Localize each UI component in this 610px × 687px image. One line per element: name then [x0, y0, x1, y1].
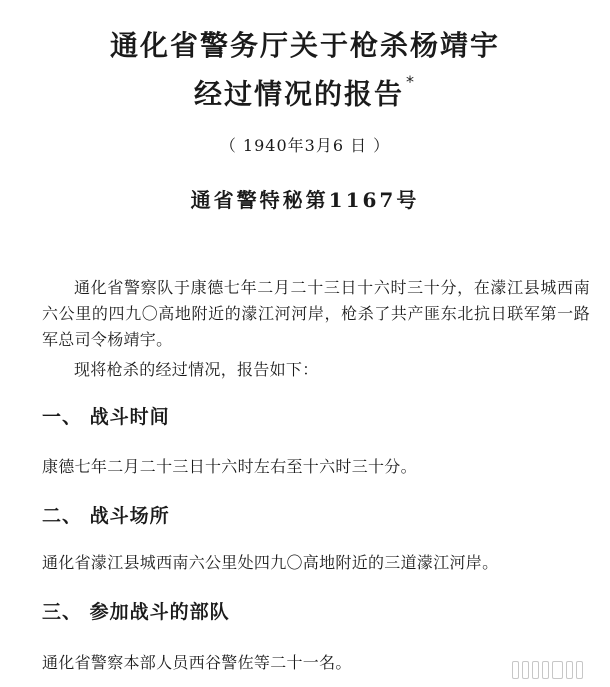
section-text-place: 通化省濛江县城西南六公里处四九〇高地附近的三道濛江河岸。: [42, 553, 499, 572]
watermark-bar: [522, 661, 529, 679]
watermark-bar: [576, 661, 583, 679]
section-text-forces: 通化省警察本部人员西谷警佐等二十一名。: [42, 653, 352, 672]
footnote-mark: *: [406, 72, 416, 91]
document-date: （ 1940年3月6 日 ）: [219, 136, 391, 155]
section-text-time: 康德七年二月二十三日十六时左右至十六时三十分。: [42, 457, 417, 476]
document-title-line2-text: 经过情况的报告: [193, 77, 404, 111]
watermark-bar: [532, 661, 539, 679]
watermark-bar: [542, 661, 549, 679]
watermark-bar: [552, 661, 563, 679]
section-heading-forces: 三、 参加战斗的部队: [42, 601, 230, 623]
section-heading-place: 二、 战斗场所: [42, 505, 170, 527]
watermark-bar: [512, 661, 519, 679]
intro-paragraph: 通化省警察队于康德七年二月二十三日十六时三十分，在濛江县城西南六公里的四九〇高地附近的濛江河河岸，枪杀了共产匪东北抗日联军第一路军总司令杨靖宇。: [42, 278, 590, 349]
document-number: 通省警特秘第1167号: [190, 188, 420, 212]
section-heading-time: 一、 战斗时间: [42, 406, 170, 428]
corner-watermark: [512, 661, 604, 679]
watermark-bar: [566, 661, 573, 679]
document-title-line1: 通化省警务厅关于枪杀杨靖宇: [109, 29, 500, 62]
document-title-line2: [0, 70, 610, 112]
report-lead-paragraph: 现将枪杀的经过情况，报告如下：: [74, 360, 319, 379]
